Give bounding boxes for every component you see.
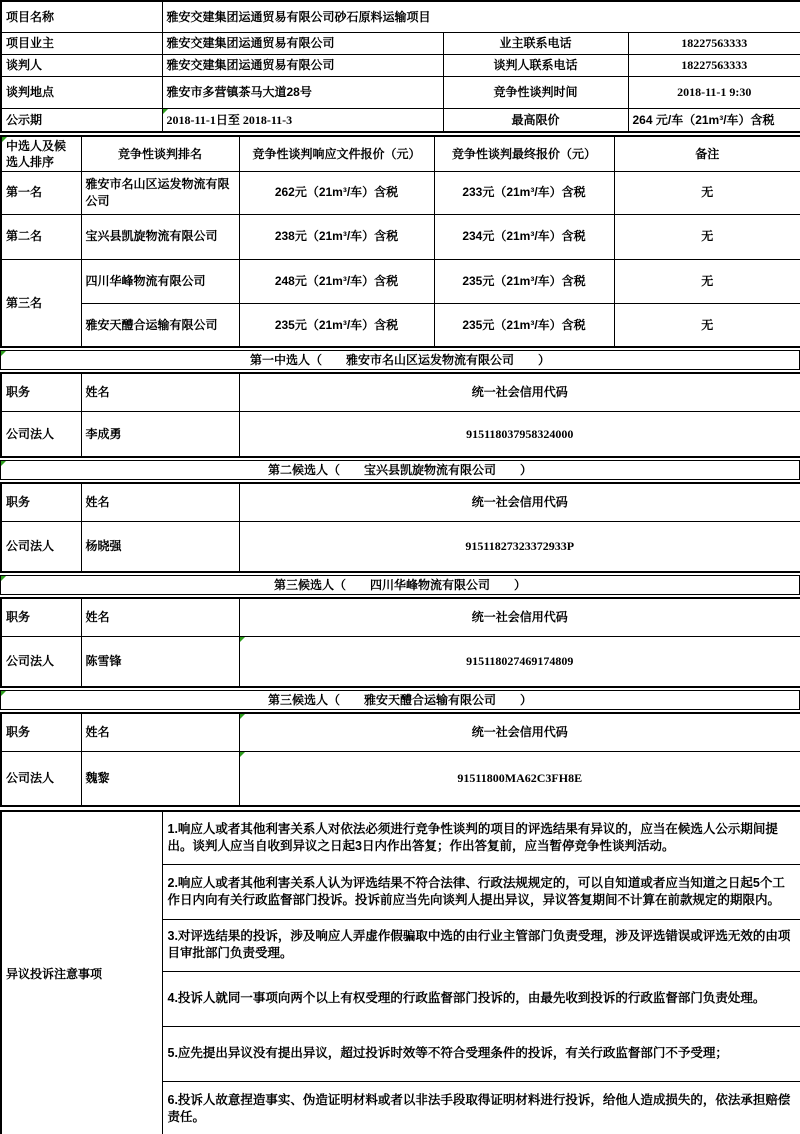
ranking-header-order-text: 中选人及候选人排序 <box>6 138 67 169</box>
cell-flag-icon <box>240 637 245 642</box>
cell-flag-icon <box>1 461 6 466</box>
legal-rep-label: 公司法人 <box>1 521 81 572</box>
publicity-period-value <box>162 108 443 132</box>
table-row <box>1 259 800 303</box>
credit-code-text: 91511800MA62C3FH8E <box>457 771 583 786</box>
candidate-title <box>0 350 800 370</box>
doc-price-cell: 238元（21m³/车）含税 <box>239 214 434 259</box>
credit-code: 915118037958324000 <box>239 411 800 457</box>
candidate-title-text: 第二候选人（ 宝兴县凯旋物流有限公司 ） <box>267 463 532 477</box>
name-header: 姓名 <box>81 598 239 636</box>
ranking-header-order <box>1 136 81 171</box>
candidate-table-2 <box>0 482 800 573</box>
legal-rep-label: 公司法人 <box>1 751 81 806</box>
name-header: 姓名 <box>81 713 239 751</box>
rank-cell: 第三名 <box>1 259 81 347</box>
publicity-period-label: 公示期 <box>1 108 162 132</box>
final-price-cell: 235元（21m³/车）含税 <box>434 303 614 347</box>
doc-price-cell: 262元（21m³/车）含税 <box>239 171 434 214</box>
code-header: 统一社会信用代码 <box>239 483 800 521</box>
max-price-value: 264 元/车（21m³/车）含税 <box>628 108 800 132</box>
ranking-header-rank: 竞争性谈判排名 <box>81 136 239 171</box>
project-info-table <box>0 0 800 133</box>
ranking-table <box>0 135 800 348</box>
ranking-header-doc-price: 竞争性谈判响应文件报价（元） <box>239 136 434 171</box>
legal-rep-label: 公司法人 <box>1 411 81 457</box>
publicity-period-text: 2018-11-1日至 2018-11-3 <box>166 112 293 127</box>
legal-rep-label: 公司法人 <box>1 636 81 687</box>
project-name-label: 项目名称 <box>1 1 162 32</box>
cell-flag-icon <box>2 137 7 142</box>
notice-item: 6.投诉人故意捏造事实、伪造证明材料或者以非法手段取得证明材料进行投诉，给他人造成损失的，依法承担赔偿责任。 <box>162 1081 800 1134</box>
remark-cell: 无 <box>614 259 800 303</box>
legal-rep-name: 杨晓强 <box>81 521 239 572</box>
owner-phone-value: 18227563333 <box>628 32 800 54</box>
code-header <box>239 713 800 751</box>
code-header-text: 统一社会信用代码 <box>471 725 568 740</box>
candidate-title-text: 第一中选人（ 雅安市名山区运发物流有限公司 ） <box>249 353 550 367</box>
negotiator-label: 谈判人 <box>1 54 162 76</box>
cell-flag-icon <box>1 576 6 581</box>
candidate-title-text: 第三候选人（ 雅安天醴合运输有限公司 ） <box>267 693 532 707</box>
position-header: 职务 <box>1 483 81 521</box>
legal-rep-name: 李成勇 <box>81 411 239 457</box>
credit-code-text: 915118027469174809 <box>466 654 574 669</box>
final-price-cell: 233元（21m³/车）含税 <box>434 171 614 214</box>
project-name-value: 雅安交建集团运通贸易有限公司砂石原料运输项目 <box>162 1 800 32</box>
notice-item: 1.响应人或者其他利害关系人对依法必须进行竞争性谈判的项目的评选结果有异议的，应当在候选人公示期间提出。谈判人应当自收到异议之日起3日内作出答复；作出答复前，应当暂停竞争性谈判活动。 <box>162 811 800 864</box>
cell-flag-icon <box>1 351 6 356</box>
code-header: 统一社会信用代码 <box>239 373 800 411</box>
owner-value: 雅安交建集团运通贸易有限公司 <box>162 32 443 54</box>
negotiator-phone-label: 谈判人联系电话 <box>443 54 628 76</box>
legal-rep-name: 陈雪锋 <box>81 636 239 687</box>
candidate-table-4 <box>0 712 800 807</box>
negotiator-value: 雅安交建集团运通贸易有限公司 <box>162 54 443 76</box>
legal-rep-name: 魏黎 <box>81 751 239 806</box>
company-cell: 雅安天醴合运输有限公司 <box>81 303 239 347</box>
credit-code <box>239 636 800 687</box>
negotiation-time-label: 竞争性谈判时间 <box>443 76 628 108</box>
cell-flag-icon <box>240 752 245 757</box>
cell-flag-icon <box>163 109 168 114</box>
negotiator-phone-value: 18227563333 <box>628 54 800 76</box>
final-price-cell: 234元（21m³/车）含税 <box>434 214 614 259</box>
notice-item: 2.响应人或者其他利害关系人认为评选结果不符合法律、行政法规规定的，可以自知道或者应当知道之日起5个工作日内向有关行政监督部门投诉。投诉前应当先向谈判人提出异议，异议答复期间不计算在前款规定的期限内。 <box>162 864 800 919</box>
owner-label: 项目业主 <box>1 32 162 54</box>
candidate-table-3 <box>0 597 800 688</box>
credit-code: 91511827323372933P <box>239 521 800 572</box>
location-label: 谈判地点 <box>1 76 162 108</box>
table-row <box>1 214 800 259</box>
negotiation-time-value: 2018-11-1 9:30 <box>628 76 800 108</box>
notice-label: 异议投诉注意事项 <box>1 811 162 1134</box>
cell-flag-icon <box>1 691 6 696</box>
candidate-title <box>0 690 800 710</box>
final-price-cell: 235元（21m³/车）含税 <box>434 259 614 303</box>
notice-table <box>0 810 800 1134</box>
notice-item: 3.对评选结果的投诉，涉及响应人弄虚作假骗取中选的由行业主管部门负责受理，涉及评选错误或评选无效的由项目审批部门负责受理。 <box>162 919 800 971</box>
max-price-label: 最高限价 <box>443 108 628 132</box>
owner-phone-label: 业主联系电话 <box>443 32 628 54</box>
rank-cell: 第一名 <box>1 171 81 214</box>
company-cell: 四川华峰物流有限公司 <box>81 259 239 303</box>
name-header: 姓名 <box>81 483 239 521</box>
remark-cell: 无 <box>614 303 800 347</box>
candidate-title-text: 第三候选人（ 四川华峰物流有限公司 ） <box>273 578 526 592</box>
notice-item: 4.投诉人就同一事项向两个以上有权受理的行政监督部门投诉的，由最先收到投诉的行政监督部门负责处理。 <box>162 971 800 1026</box>
doc-price-cell: 248元（21m³/车）含税 <box>239 259 434 303</box>
position-header: 职务 <box>1 373 81 411</box>
table-row <box>1 303 800 347</box>
candidate-table-1 <box>0 372 800 458</box>
position-header: 职务 <box>1 598 81 636</box>
candidate-title <box>0 460 800 480</box>
rank-cell: 第二名 <box>1 214 81 259</box>
name-header: 姓名 <box>81 373 239 411</box>
ranking-header-remark: 备注 <box>614 136 800 171</box>
company-cell: 宝兴县凯旋物流有限公司 <box>81 214 239 259</box>
ranking-header-final-price: 竞争性谈判最终报价（元） <box>434 136 614 171</box>
position-header: 职务 <box>1 713 81 751</box>
credit-code <box>239 751 800 806</box>
table-row <box>1 171 800 214</box>
candidate-title <box>0 575 800 595</box>
notice-item: 5.应先提出异议没有提出异议，超过投诉时效等不符合受理条件的投诉，有关行政监督部门不予受理； <box>162 1026 800 1081</box>
doc-price-cell: 235元（21m³/车）含税 <box>239 303 434 347</box>
code-header: 统一社会信用代码 <box>239 598 800 636</box>
location-value: 雅安市多营镇茶马大道28号 <box>162 76 443 108</box>
remark-cell: 无 <box>614 214 800 259</box>
cell-flag-icon <box>240 714 245 719</box>
company-cell: 雅安市名山区运发物流有限公司 <box>81 171 239 214</box>
remark-cell: 无 <box>614 171 800 214</box>
